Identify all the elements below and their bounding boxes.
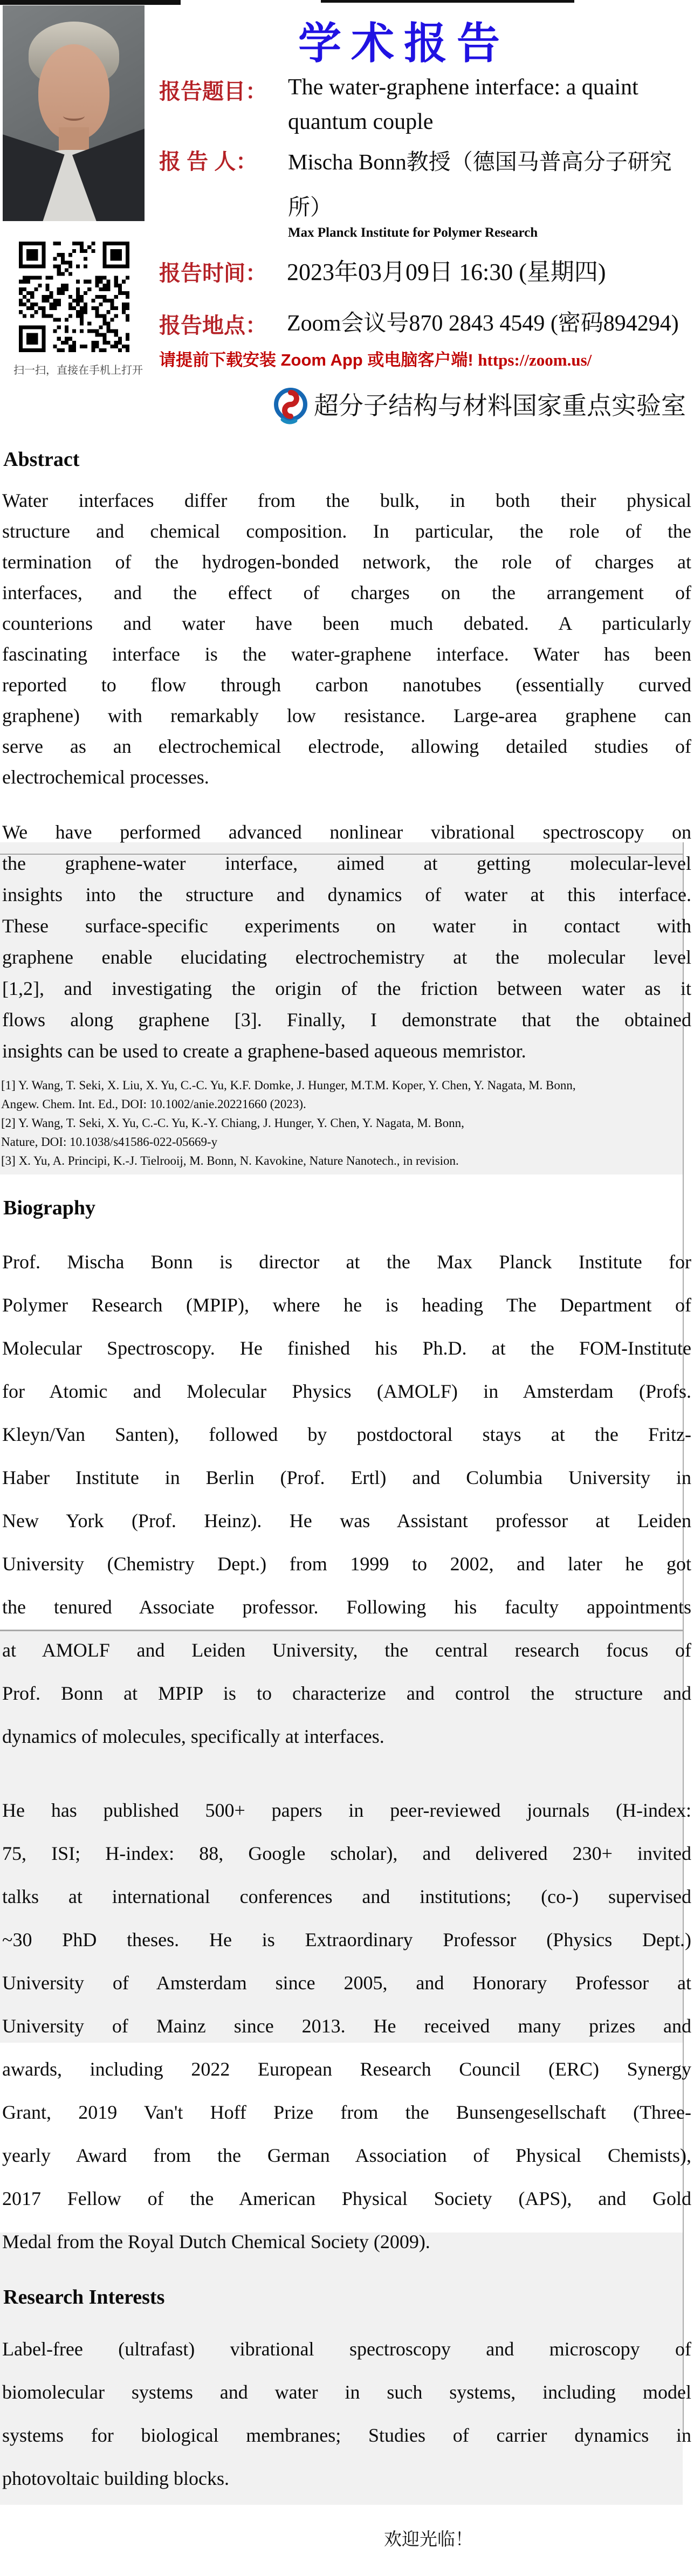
photo-smile <box>63 111 85 121</box>
time-label: 报告时间： <box>159 262 267 285</box>
text-line: University of Mainz since 2013. He received many prizes and <box>2 2015 691 2037</box>
lab-logo-icon <box>273 382 308 428</box>
research-interests-paragraph <box>2 2327 691 2500</box>
text-line: 75, ISI; H-index: 88, Google scholar), and delivered 230+ invited <box>2 1843 691 1864</box>
text-line: termination of the hydrogen-bonded network, the role of charges at <box>2 551 691 573</box>
text-line: University (Chemistry Dept.) from 1999 to 2002, and later he got <box>2 1553 691 1575</box>
speaker-label: 报 告 人： <box>159 150 258 174</box>
text-line: [1] Y. Wang, T. Seki, X. Liu, X. Yu, C.-C. Yu, K.F. Domke, J. Hunger, M.T.M. Koper, Y. Chen, Y. Nagata, M. Bonn, <box>1 1079 576 1092</box>
text-line: [2] Y. Wang, T. Seki, X. Yu, C.-C. Yu, K.-Y. Chiang, J. Hunger, Y. Chen, Y. Nagata, M. Bonn, <box>1 1116 464 1130</box>
text-line: dynamics of molecules, specifically at interfaces. <box>2 1726 384 1747</box>
text-line: graphene enable elucidating electrochemistry at the molecular level <box>2 946 691 968</box>
abstract-paragraph-1 <box>2 485 691 793</box>
text-line: the tenured Associate professor. Following his faculty appointments <box>2 1596 691 1618</box>
text-line: He has published 500+ papers in peer-reviewed journals (H-index: <box>2 1799 691 1821</box>
text-line: systems for biological membranes; Studies of carrier dynamics in <box>2 2424 691 2446</box>
text-line: graphene) with remarkably low resistance. Large-area graphene can <box>2 705 691 726</box>
text-line: Label-free (ultrafast) vibrational spectroscopy and microscopy of <box>2 2338 691 2360</box>
text-line: the graphene-water interface, aimed at getting molecular-level <box>2 853 691 874</box>
text-line: serve as an electrochemical electrode, allowing detailed studies of <box>2 736 691 757</box>
text-line: biomolecular systems and water in such systems, including model <box>2 2381 691 2403</box>
text-line: University of Amsterdam since 2005, and Honorary Professor at <box>2 1972 691 1994</box>
text-line: reported to flow through carbon nanotubes (essentially curved <box>2 674 691 696</box>
text-line: Medal from the Royal Dutch Chemical Society (2009). <box>2 2231 430 2252</box>
text-line: at AMOLF and Leiden University, the central research focus of <box>2 1639 691 1661</box>
text-line: Polymer Research (MPIP), where he is heading The Department of <box>2 1294 691 1316</box>
topic-label: 报告题目： <box>159 80 267 104</box>
text-line: structure and chemical composition. In particular, the role of the <box>2 520 691 542</box>
biography-paragraph-2 <box>2 1789 691 2263</box>
page-title: 学术报告 <box>298 18 510 68</box>
text-line: Water interfaces differ from the bulk, in both their physical <box>2 490 691 511</box>
text-line: Nature, DOI: 10.1038/s41586-022-05669-y <box>1 1135 218 1149</box>
research-interests-heading: Research Interests <box>3 2286 165 2309</box>
text-line: yearly Award from the German Association of Physical Chemists), <box>2 2145 691 2166</box>
text-line: insights can be used to create a graphene-based aqueous memristor. <box>2 1040 526 1062</box>
text-line: Prof. Bonn at MPIP is to characterize and control the structure and <box>2 1682 691 1704</box>
text-line: We have performed advanced nonlinear vibrational spectroscopy on <box>2 821 691 843</box>
text-line: 2017 Fellow of the American Physical Society (APS), and Gold <box>2 2188 691 2209</box>
venue-label: 报告地点： <box>159 314 267 338</box>
text-line: Molecular Spectroscopy. He finished his Ph.D. at the FOM-Institute <box>2 1337 691 1359</box>
topic-value: The water-graphene interface: a quaint quantum couple <box>288 75 638 134</box>
text-line: insights into the structure and dynamics of water at this interface. <box>2 884 691 905</box>
text-line: Grant, 2019 Van't Hoff Prize from the Bunsengesellschaft (Three- <box>2 2101 691 2123</box>
photo-face <box>38 44 109 140</box>
biography-heading: Biography <box>3 1197 96 1219</box>
text-line: counterions and water have been much debated. A particularly <box>2 613 691 634</box>
qr-code <box>16 242 132 352</box>
text-line: [3] X. Yu, A. Principi, K.-J. Tielrooij, M. Bonn, N. Kavokine, Nature Nanotech., in revision. <box>1 1154 459 1167</box>
text-line: These surface-specific experiments on water in contact with <box>2 915 691 937</box>
biography-paragraph-1 <box>2 1240 691 1758</box>
text-line: for Atomic and Molecular Physics (AMOLF) in Amsterdam (Profs. <box>2 1380 691 1402</box>
speaker-value: Mischa Bonn教授（德国马普高分子研究所） <box>288 149 672 219</box>
text-line: [1,2], and investigating the origin of the friction between water as it <box>2 978 691 999</box>
top-edge-bar <box>0 0 181 5</box>
top-edge-bar <box>321 0 574 3</box>
text-line: talks at international conferences and institutions; (co-) supervised <box>2 1886 691 1907</box>
lab-name: 超分子结构与材料国家重点实验室 <box>314 392 686 420</box>
speaker-photo <box>3 5 145 221</box>
text-line: interfaces, and the effect of charges on the arrangement of <box>2 582 691 603</box>
text-line: flows along graphene [3]. Finally, I demonstrate that the obtained <box>2 1009 691 1031</box>
text-line: Prof. Mischa Bonn is director at the Max Planck Institute for <box>2 1251 691 1273</box>
abstract-heading: Abstract <box>3 448 80 471</box>
text-line: New York (Prof. Heinz). He was Assistant professor at Leiden <box>2 1510 691 1531</box>
download-notice <box>159 346 592 370</box>
text-line: electrochemical processes. <box>2 766 209 788</box>
text-line: photovoltaic building blocks. <box>2 2468 229 2489</box>
speaker-affiliation: Max Planck Institute for Polymer Research <box>288 225 538 240</box>
venue-value: Zoom会议号870 2843 4549 (密码894294) <box>287 311 679 336</box>
text-line: Haber Institute in Berlin (Prof. Ertl) and Columbia University in <box>2 1467 691 1488</box>
welcome-note: 欢迎光临！ <box>384 2529 473 2549</box>
text-line: Kleyn/Van Santen), followed by postdoctoral stays at the Fritz- <box>2 1424 691 1445</box>
text-line: Angew. Chem. Int. Ed., DOI: 10.1002/anie.20221660 (2023). <box>1 1097 306 1111</box>
text-line: ~30 PhD theses. He is Extraordinary Professor (Physics Dept.) <box>2 1929 691 1950</box>
text-line: fascinating interface is the water-graphene interface. Water has been <box>2 643 691 665</box>
time-value: 2023年03月09日 16:30 (星期四) <box>287 259 606 285</box>
abstract-paragraph-2 <box>2 816 691 1067</box>
text-line: awards, including 2022 European Research Council (ERC) Synergy <box>2 2058 691 2080</box>
qr-caption: 扫一扫，直接在手机上打开 <box>13 365 143 376</box>
download-notice-text: 请提前下载安装 Zoom App 或电脑客户端! <box>159 351 473 369</box>
zoom-link[interactable]: https://zoom.us/ <box>478 351 592 369</box>
references <box>1 1076 687 1170</box>
